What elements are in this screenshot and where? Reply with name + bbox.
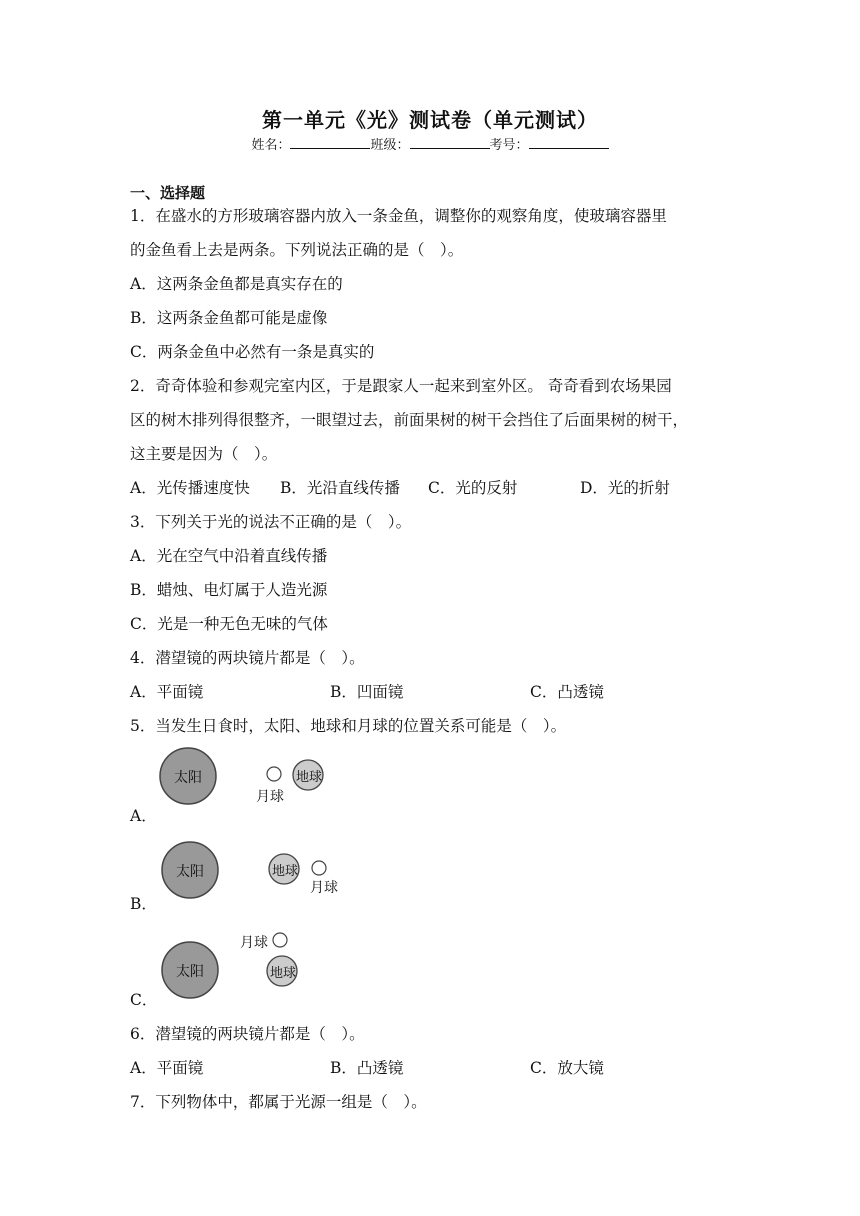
earth-label: 地球 bbox=[271, 864, 299, 879]
q4-option-a: A．平面镜 bbox=[130, 683, 204, 701]
q6-line1: 6．潜望镜的两块镜片都是（ ）。 bbox=[130, 1025, 365, 1043]
moon-icon bbox=[267, 767, 281, 781]
q3-line1: 3．下列关于光的说法不正确的是（ ）。 bbox=[130, 513, 412, 531]
page-title: 第一单元《光》测试卷（单元测试） bbox=[262, 108, 598, 132]
earth-label: 地球 bbox=[295, 770, 323, 785]
q2-line1: 2．奇奇体验和参观完室内区，于是跟家人一起来到室外区。 奇奇看到农场果园 bbox=[130, 377, 672, 395]
q5-diagram-a bbox=[150, 744, 350, 814]
q2-line3: 这主要是因为（ ）。 bbox=[130, 445, 278, 463]
student-info bbox=[0, 134, 860, 153]
q4-line1: 4．潜望镜的两块镜片都是（ ）。 bbox=[130, 649, 365, 667]
sun-label: 太阳 bbox=[174, 770, 202, 786]
class-label: 班级： bbox=[370, 138, 410, 153]
moon-label: 月球 bbox=[240, 935, 268, 951]
moon-icon bbox=[312, 861, 326, 875]
q3-option-b: B．蜡烛、电灯属于人造光源 bbox=[130, 581, 328, 599]
q6-option-b: B．凸透镜 bbox=[330, 1059, 404, 1077]
exam-blank bbox=[529, 136, 609, 149]
name-blank bbox=[290, 136, 370, 149]
q2-option-c: C．光的反射 bbox=[428, 479, 518, 497]
q1-option-b: B．这两条金鱼都可能是虚像 bbox=[130, 309, 328, 327]
section-heading: 一、选择题 bbox=[130, 184, 206, 202]
q1-option-a: A．这两条金鱼都是真实存在的 bbox=[130, 275, 343, 293]
earth-label: 地球 bbox=[269, 966, 297, 981]
q2-option-a: A．光传播速度快 bbox=[130, 479, 250, 497]
sun-label: 太阳 bbox=[176, 964, 204, 980]
q5-option-c: C． bbox=[130, 991, 158, 1009]
q4-option-b: B．凹面镜 bbox=[330, 683, 404, 701]
q4-option-c: C．凸透镜 bbox=[530, 683, 604, 701]
q7-line1: 7．下列物体中，都属于光源一组是（ ）。 bbox=[130, 1093, 427, 1111]
q5-diagram-c bbox=[150, 926, 360, 1006]
q3-option-c: C．光是一种无色无味的气体 bbox=[130, 615, 328, 633]
q5-line1: 5．当发生日食时，太阳、地球和月球的位置关系可能是（ ）。 bbox=[130, 717, 567, 735]
q2-option-d: D．光的折射 bbox=[580, 479, 670, 497]
q1-option-c: C．两条金鱼中必然有一条是真实的 bbox=[130, 343, 375, 361]
moon-label: 月球 bbox=[310, 880, 338, 896]
q6-option-c: C．放大镜 bbox=[530, 1059, 604, 1077]
class-blank bbox=[410, 136, 490, 149]
exam-label: 考号： bbox=[489, 138, 529, 153]
q5-diagram-b bbox=[150, 836, 360, 906]
q2-line2: 区的树木排列得很整齐，一眼望过去，前面果树的树干会挡住了后面果树的树干， bbox=[130, 411, 689, 429]
q5-option-a: A． bbox=[130, 807, 157, 825]
name-label: 姓名： bbox=[251, 138, 291, 153]
q1-line1: 1．在盛水的方形玻璃容器内放入一条金鱼，调整你的观察角度，使玻璃容器里 bbox=[130, 207, 667, 225]
q3-option-a: A．光在空气中沿着直线传播 bbox=[130, 547, 328, 565]
q2-option-b: B．光沿直线传播 bbox=[280, 479, 400, 497]
q6-option-a: A．平面镜 bbox=[130, 1059, 204, 1077]
q1-line2: 的金鱼看上去是两条。下列说法正确的是（ ）。 bbox=[130, 241, 464, 259]
moon-icon bbox=[273, 933, 287, 947]
moon-label: 月球 bbox=[256, 789, 284, 805]
sun-label: 太阳 bbox=[176, 864, 204, 880]
q5-option-b: B． bbox=[130, 895, 157, 913]
